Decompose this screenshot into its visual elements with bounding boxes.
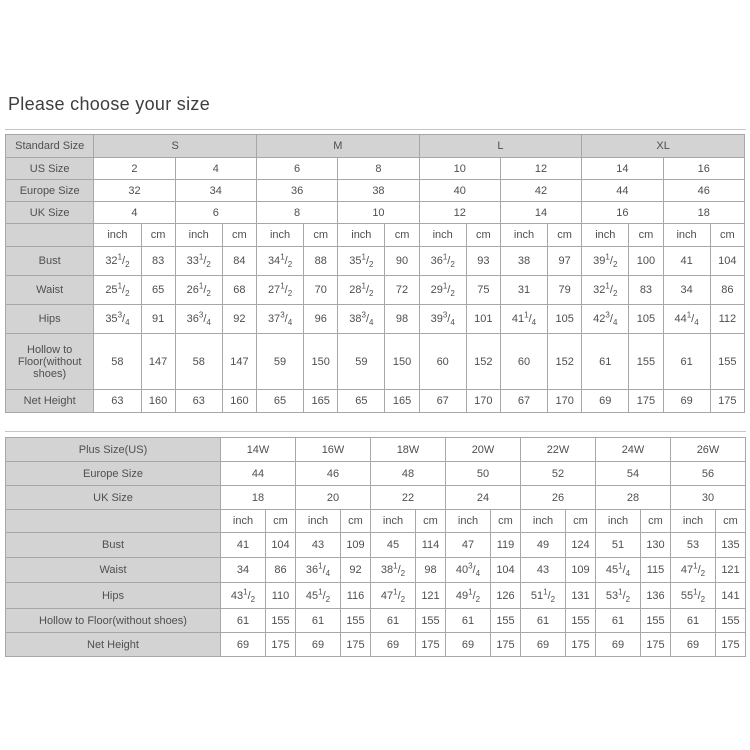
measure-cell: 59 — [256, 334, 303, 390]
measure-cell: 175 — [641, 633, 671, 657]
size-cell: 2 — [94, 158, 175, 180]
unit-inch-header: inch — [521, 510, 566, 533]
size-cell: 54 — [596, 462, 671, 486]
measure-cell: 155 — [341, 609, 371, 633]
row-label: Net Height — [6, 633, 221, 657]
measure-cell: 152 — [466, 334, 500, 390]
unit-cm-header: cm — [716, 510, 746, 533]
measure-cell: 170 — [548, 390, 582, 413]
measure-cell: 175 — [566, 633, 596, 657]
standard-size-table — [5, 134, 745, 413]
measure-cell: 96 — [304, 305, 338, 334]
measure-cell: 160 — [141, 390, 175, 413]
measure-cell: 61 — [221, 609, 266, 633]
measure-cell: 72 — [385, 276, 419, 305]
size-cell: 40 — [419, 180, 500, 202]
size-group-header: L — [419, 135, 582, 158]
measure-cell: 155 — [641, 609, 671, 633]
size-cell: 4 — [94, 202, 175, 224]
size-cell: 44 — [221, 462, 296, 486]
measure-cell: 109 — [566, 558, 596, 583]
size-cell: 14 — [582, 158, 663, 180]
measure-cell: 93 — [466, 247, 500, 276]
measure-cell: 155 — [266, 609, 296, 633]
size-cell: 8 — [338, 158, 419, 180]
size-cell: 16 — [663, 158, 745, 180]
size-cell: 50 — [446, 462, 521, 486]
measure-cell: $47^1/_2$ — [671, 558, 716, 583]
measure-cell: 175 — [341, 633, 371, 657]
measure-cell: $44^1/_4$ — [663, 305, 710, 334]
size-cell: 6 — [256, 158, 337, 180]
measure-cell: 53 — [671, 533, 716, 558]
unit-row-label-cell — [6, 224, 94, 247]
measure-cell: 38 — [500, 247, 547, 276]
unit-cm-header: cm — [641, 510, 671, 533]
measure-cell: 58 — [94, 334, 141, 390]
measure-cell: $33^1/_2$ — [175, 247, 222, 276]
measure-cell: $36^1/_2$ — [419, 247, 466, 276]
measure-cell: 92 — [341, 558, 371, 583]
size-cell: 18 — [221, 486, 296, 510]
row-label: Net Height — [6, 390, 94, 413]
unit-inch-header: inch — [663, 224, 710, 247]
measure-cell: 175 — [266, 633, 296, 657]
measure-cell: 109 — [341, 533, 371, 558]
measure-cell: 147 — [222, 334, 256, 390]
measure-cell: 141 — [716, 583, 746, 609]
measure-cell: 83 — [629, 276, 663, 305]
measure-cell: $36^3/_4$ — [175, 305, 222, 334]
measure-cell: 67 — [500, 390, 547, 413]
measure-cell: 170 — [466, 390, 500, 413]
size-cell: 18 — [663, 202, 745, 224]
measure-cell: 104 — [266, 533, 296, 558]
measure-cell: $36^1/_4$ — [296, 558, 341, 583]
measure-cell: 165 — [304, 390, 338, 413]
measure-cell: 104 — [710, 247, 744, 276]
unit-cm-header: cm — [304, 224, 338, 247]
measure-cell: 100 — [629, 247, 663, 276]
size-cell: 24W — [596, 438, 671, 462]
size-cell: 22W — [521, 438, 596, 462]
row-label: Hollow to Floor(without shoes) — [6, 609, 221, 633]
size-group-header: XL — [582, 135, 745, 158]
measure-cell: 135 — [716, 533, 746, 558]
measure-cell: 130 — [641, 533, 671, 558]
measure-cell: 69 — [521, 633, 566, 657]
unit-cm-header: cm — [566, 510, 596, 533]
size-cell: 26W — [671, 438, 746, 462]
measure-cell: $25^1/_2$ — [94, 276, 141, 305]
measure-cell: 31 — [500, 276, 547, 305]
measure-cell: 69 — [446, 633, 491, 657]
measure-cell: 155 — [629, 334, 663, 390]
measure-cell: 49 — [521, 533, 566, 558]
measure-cell: $41^1/_4$ — [500, 305, 547, 334]
measure-cell: 155 — [491, 609, 521, 633]
measure-cell: 121 — [716, 558, 746, 583]
unit-inch-header: inch — [582, 224, 629, 247]
measure-cell: 88 — [304, 247, 338, 276]
measure-cell: 90 — [385, 247, 419, 276]
measure-cell: 105 — [629, 305, 663, 334]
measure-cell: $55^1/_2$ — [671, 583, 716, 609]
measure-cell: 155 — [710, 334, 744, 390]
measure-cell: 155 — [416, 609, 446, 633]
measure-cell: 115 — [641, 558, 671, 583]
measure-cell: 147 — [141, 334, 175, 390]
plus-size-table — [5, 437, 746, 657]
measure-cell: 175 — [629, 390, 663, 413]
measure-cell: 61 — [446, 609, 491, 633]
measure-cell: 104 — [491, 558, 521, 583]
measure-cell: 58 — [175, 334, 222, 390]
measure-cell: 175 — [416, 633, 446, 657]
measure-cell: 136 — [641, 583, 671, 609]
measure-cell: 160 — [222, 390, 256, 413]
measure-cell: 75 — [466, 276, 500, 305]
measure-cell: 67 — [419, 390, 466, 413]
row-label: UK Size — [6, 202, 94, 224]
row-label: Bust — [6, 247, 94, 276]
size-cell: 14W — [221, 438, 296, 462]
unit-cm-header: cm — [466, 224, 500, 247]
measure-cell: 91 — [141, 305, 175, 334]
measure-cell: $38^1/_2$ — [371, 558, 416, 583]
unit-cm-header: cm — [548, 224, 582, 247]
measure-cell: 61 — [663, 334, 710, 390]
row-label: Hips — [6, 305, 94, 334]
size-cell: 14 — [500, 202, 581, 224]
measure-cell: $39^1/_2$ — [582, 247, 629, 276]
measure-cell: 175 — [491, 633, 521, 657]
measure-cell: 69 — [596, 633, 641, 657]
size-cell: 48 — [371, 462, 446, 486]
size-cell: 34 — [175, 180, 256, 202]
size-cell: 28 — [596, 486, 671, 510]
measure-cell: 61 — [371, 609, 416, 633]
measure-cell: 45 — [371, 533, 416, 558]
unit-cm-header: cm — [141, 224, 175, 247]
measure-cell: 68 — [222, 276, 256, 305]
measure-cell: 60 — [419, 334, 466, 390]
measure-cell: 65 — [338, 390, 385, 413]
measure-cell: 84 — [222, 247, 256, 276]
size-group-header: S — [94, 135, 257, 158]
measure-cell: 69 — [296, 633, 341, 657]
measure-cell: 69 — [221, 633, 266, 657]
measure-cell: 124 — [566, 533, 596, 558]
size-cell: 46 — [663, 180, 745, 202]
measure-cell: $26^1/_2$ — [175, 276, 222, 305]
measure-cell: 92 — [222, 305, 256, 334]
measure-cell: 110 — [266, 583, 296, 609]
measure-cell: 150 — [385, 334, 419, 390]
measure-cell: 63 — [94, 390, 141, 413]
measure-cell: 175 — [710, 390, 744, 413]
size-cell: 12 — [500, 158, 581, 180]
unit-inch-header: inch — [175, 224, 222, 247]
size-cell: 16 — [582, 202, 663, 224]
size-cell: 6 — [175, 202, 256, 224]
measure-cell: $34^1/_2$ — [256, 247, 303, 276]
measure-cell: 69 — [371, 633, 416, 657]
measure-cell: 34 — [221, 558, 266, 583]
unit-inch-header: inch — [371, 510, 416, 533]
size-cell: 22 — [371, 486, 446, 510]
size-cell: 18W — [371, 438, 446, 462]
measure-cell: 59 — [338, 334, 385, 390]
divider-line — [5, 431, 746, 432]
measure-cell: 155 — [716, 609, 746, 633]
measure-cell: 86 — [710, 276, 744, 305]
unit-inch-header: inch — [94, 224, 141, 247]
measure-cell: 97 — [548, 247, 582, 276]
measure-cell: 69 — [663, 390, 710, 413]
unit-cm-header: cm — [629, 224, 663, 247]
unit-cm-header: cm — [416, 510, 446, 533]
measure-cell: $32^1/_2$ — [582, 276, 629, 305]
measure-cell: 119 — [491, 533, 521, 558]
row-label: Waist — [6, 276, 94, 305]
measure-cell: 98 — [416, 558, 446, 583]
measure-cell: 65 — [141, 276, 175, 305]
measure-cell: $27^1/_2$ — [256, 276, 303, 305]
measure-cell: $47^1/_2$ — [371, 583, 416, 609]
size-cell: 8 — [256, 202, 337, 224]
measure-cell: 79 — [548, 276, 582, 305]
measure-cell: 105 — [548, 305, 582, 334]
size-cell: 56 — [671, 462, 746, 486]
measure-cell: $49^1/_2$ — [446, 583, 491, 609]
row-label: Hips — [6, 583, 221, 609]
size-cell: 44 — [582, 180, 663, 202]
size-cell: 32 — [94, 180, 175, 202]
measure-cell: $39^3/_4$ — [419, 305, 466, 334]
size-cell: 10 — [338, 202, 419, 224]
unit-cm-header: cm — [266, 510, 296, 533]
measure-cell: $45^1/_2$ — [296, 583, 341, 609]
measure-cell: 69 — [671, 633, 716, 657]
measure-cell: 152 — [548, 334, 582, 390]
row-label: Europe Size — [6, 180, 94, 202]
unit-row-label-cell — [6, 510, 221, 533]
measure-cell: 61 — [521, 609, 566, 633]
size-cell: 30 — [671, 486, 746, 510]
unit-inch-header: inch — [500, 224, 547, 247]
measure-cell: 150 — [304, 334, 338, 390]
divider-line — [5, 129, 746, 130]
size-cell: 42 — [500, 180, 581, 202]
measure-cell: $43^1/_2$ — [221, 583, 266, 609]
row-label: Waist — [6, 558, 221, 583]
measure-cell: 70 — [304, 276, 338, 305]
corner-label: Standard Size — [6, 135, 94, 158]
unit-inch-header: inch — [221, 510, 266, 533]
measure-cell: $51^1/_2$ — [521, 583, 566, 609]
unit-cm-header: cm — [222, 224, 256, 247]
measure-cell: 116 — [341, 583, 371, 609]
measure-cell: 34 — [663, 276, 710, 305]
row-label: Plus Size(US) — [6, 438, 221, 462]
unit-cm-header: cm — [341, 510, 371, 533]
size-cell: 24 — [446, 486, 521, 510]
size-cell: 38 — [338, 180, 419, 202]
measure-cell: $35^1/_2$ — [338, 247, 385, 276]
size-cell: 12 — [419, 202, 500, 224]
measure-cell: $42^3/_4$ — [582, 305, 629, 334]
measure-cell: $45^1/_4$ — [596, 558, 641, 583]
measure-cell: 155 — [566, 609, 596, 633]
measure-cell: 86 — [266, 558, 296, 583]
measure-cell: 65 — [256, 390, 303, 413]
row-label: Bust — [6, 533, 221, 558]
measure-cell: 101 — [466, 305, 500, 334]
page-title: Please choose your size — [8, 94, 211, 114]
size-cell: 20 — [296, 486, 371, 510]
size-cell: 36 — [256, 180, 337, 202]
size-cell: 46 — [296, 462, 371, 486]
unit-cm-header: cm — [710, 224, 744, 247]
size-cell: 26 — [521, 486, 596, 510]
unit-inch-header: inch — [256, 224, 303, 247]
size-cell: 4 — [175, 158, 256, 180]
measure-cell: $32^1/_2$ — [94, 247, 141, 276]
measure-cell: 165 — [385, 390, 419, 413]
size-group-header: M — [256, 135, 419, 158]
measure-cell: 43 — [521, 558, 566, 583]
measure-cell: 121 — [416, 583, 446, 609]
unit-inch-header: inch — [671, 510, 716, 533]
measure-cell: 51 — [596, 533, 641, 558]
size-cell: 52 — [521, 462, 596, 486]
measure-cell: 83 — [141, 247, 175, 276]
measure-cell: $28^1/_2$ — [338, 276, 385, 305]
measure-cell: 114 — [416, 533, 446, 558]
measure-cell: $37^3/_4$ — [256, 305, 303, 334]
measure-cell: 43 — [296, 533, 341, 558]
size-cell: 16W — [296, 438, 371, 462]
measure-cell: 175 — [716, 633, 746, 657]
measure-cell: 41 — [221, 533, 266, 558]
row-label: Europe Size — [6, 462, 221, 486]
unit-inch-header: inch — [296, 510, 341, 533]
measure-cell: 60 — [500, 334, 547, 390]
row-label: UK Size — [6, 486, 221, 510]
unit-cm-header: cm — [385, 224, 419, 247]
measure-cell: 98 — [385, 305, 419, 334]
measure-cell: $53^1/_2$ — [596, 583, 641, 609]
measure-cell: 61 — [671, 609, 716, 633]
measure-cell: 63 — [175, 390, 222, 413]
measure-cell: $29^1/_2$ — [419, 276, 466, 305]
measure-cell: $40^3/_4$ — [446, 558, 491, 583]
measure-cell: $38^3/_4$ — [338, 305, 385, 334]
size-cell: 10 — [419, 158, 500, 180]
measure-cell: 61 — [296, 609, 341, 633]
size-cell: 20W — [446, 438, 521, 462]
measure-cell: 131 — [566, 583, 596, 609]
unit-inch-header: inch — [419, 224, 466, 247]
measure-cell: 126 — [491, 583, 521, 609]
unit-inch-header: inch — [446, 510, 491, 533]
row-label: US Size — [6, 158, 94, 180]
measure-cell: 41 — [663, 247, 710, 276]
measure-cell: $35^3/_4$ — [94, 305, 141, 334]
measure-cell: 47 — [446, 533, 491, 558]
unit-inch-header: inch — [596, 510, 641, 533]
measure-cell: 69 — [582, 390, 629, 413]
unit-inch-header: inch — [338, 224, 385, 247]
measure-cell: 61 — [596, 609, 641, 633]
measure-cell: 61 — [582, 334, 629, 390]
unit-cm-header: cm — [491, 510, 521, 533]
measure-cell: 112 — [710, 305, 744, 334]
row-label: Hollow to Floor(without shoes) — [6, 334, 94, 390]
